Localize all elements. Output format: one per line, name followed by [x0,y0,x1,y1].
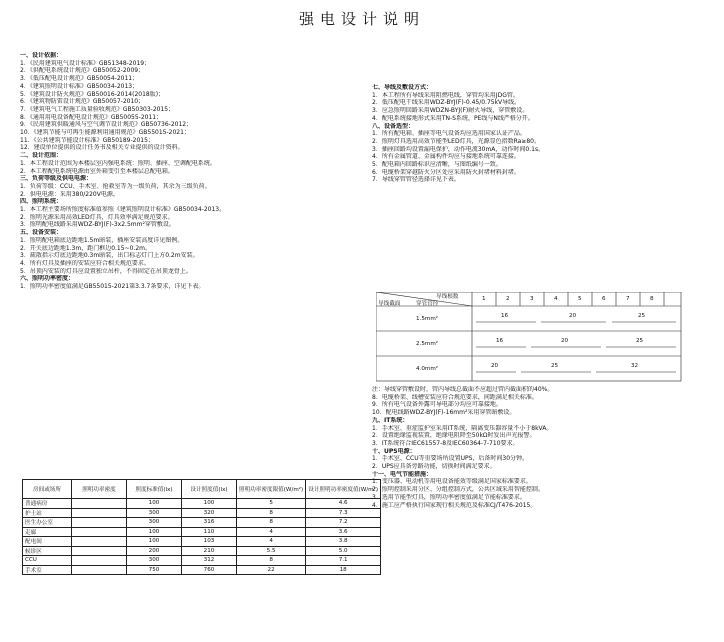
note-line: 4．配电系统接地形式采用TN-S系统，PE线与N线严格分开。 [372,114,534,122]
section-heading: 六、照明功率密度： [20,275,75,283]
size-3-b: 25 [551,363,559,369]
note-line: 3．插座回路均设置漏电保护，动作电流30mA，动作时间0.1s。 [372,145,545,153]
table-cell [72,499,127,509]
note-line: 2．低压配电干线采用WDZ-BYJ(F)-0.45/0.75kV导线。 [372,99,521,107]
note-line: 2．供电电源：采用380/220V电源。 [20,190,119,198]
note-line: 6．电缆桥架穿越防火分区处应采用防火封堵材料封堵。 [372,168,520,176]
table-cell: 316 [182,518,237,528]
wire-sub-label: 穿管管径 [416,301,439,307]
section-heading: 十、UPS电源： [372,447,416,455]
note-line: 3．《低压配电设计规范》GB50054-2011； [20,75,139,83]
table-cell: 750 [127,565,182,575]
section-heading: 一、设计依据： [20,52,63,59]
table-cell: 22 [237,565,306,575]
table-cell [72,537,127,547]
table-cell: 312 [182,556,237,566]
wire-row-label: 导线截面 [378,301,401,307]
page-title: 强电设计说明 [298,10,425,28]
table-row [23,556,381,566]
table-row [23,499,381,509]
count-8: 8 [650,296,654,302]
note-line: 2．照明控制采用分区、分组控制方式，公共区域采用智能控制。 [372,486,544,494]
table-cell: 300 [127,556,182,566]
section-heading: 四、照明系统： [20,198,63,206]
table-cell: 3.8 [306,537,381,547]
note-line: 2．本工程配电系统电源由室外箱变引至本楼层总配电箱。 [20,167,174,175]
note-line: 1．手术室、CCU等重要场所设置UPS，后备时间30分钟。 [372,455,529,463]
lighting-power-density-table [22,479,381,575]
table-cell: 走廊 [23,527,72,537]
table-cell: 5.0 [306,546,381,556]
table-row [23,518,381,528]
count-3: 3 [530,296,534,302]
note-line: 4．所有金属管道、金属构件均应与接地系统可靠连接。 [372,153,520,161]
note-line: 2．照明灯具选用高效节能型LED灯具，光源显色指数Ra≥80。 [372,137,540,145]
table-cell: 4.6 [306,499,381,509]
section-heading: 十一、电气节能措施： [372,470,433,478]
note-line: 4．所有灯具及插座的安装应符合相关规范要求。 [20,259,150,267]
count-2: 2 [506,296,510,302]
note-line: 9．所有电气设备外露可导电部分均应可靠接地。 [372,401,502,409]
note-line: 3．选用节能型灯具，照明功率密度值满足节能标准要求。 [372,493,526,501]
note-line: 7．导线穿管管径选择详见下表。 [372,176,460,184]
note-line: 1．手术室、重症监护室采用IT系统，隔离变压器容量不小于8kVA。 [372,424,553,432]
note-line: 5．吊顶内安装的灯具应设置独立吊杆，不得固定在吊顶龙骨上。 [20,267,192,275]
note-line: 9．《民用建筑供暖通风与空气调节设计规范》GB50736-2012； [20,121,193,129]
note-line: 7．《建筑电气工程施工质量验收规范》GB50303-2015； [20,105,175,113]
table-cell: 7.3 [306,508,381,518]
note-line: 8．电缆桥架、线槽安装应符合规范要求，间距满足相关标准。 [372,393,538,401]
design-notes-left [20,52,360,291]
table-cell: 5.5 [237,546,306,556]
table-cell [72,556,127,566]
table-cell: 18 [306,565,381,575]
note-line: 3．疏散指示灯底边距地0.3m暗装，出口标志灯门上方0.2m安装。 [20,252,199,260]
table-cell: 4 [237,527,306,537]
table-cell: 100 [127,499,182,509]
note-line: 4．《建筑照明设计标准》GB50034-2013； [20,82,139,90]
table-row [23,565,381,575]
table-cell: 7.2 [306,518,381,528]
design-notes-right [372,84,706,184]
note-line: 11．《公共建筑节能设计标准》GB50189-2015； [20,136,154,144]
note-line: 8．《通用用电设备配电设计规范》GB50055-2011； [20,113,163,121]
table-cell: 100 [127,527,182,537]
size-1-c: 25 [638,313,646,319]
note-line: 4．施工应严格执行国家现行相关规范及标准CJ/T476-2015。 [372,501,537,509]
section-heading: 九、IT系统： [372,416,409,424]
table-cell [72,508,127,518]
note-line: 12．建设单位提供的设计任务书及相关专业提供的设计资料。 [20,144,184,152]
note-line: 1．照明配电箱底边距地1.5m暗装，插座安装高度详见图例。 [20,236,184,244]
note-line: 3．IT系统符合IEC61557-8及IEC60364-7-710要求。 [372,439,519,447]
note-line: 1．负荷等级：CCU、手术室、抢救室等为一级负荷，其余为三级负荷。 [20,182,211,190]
note-line: 1．本工程所有导线采用阻燃电线，穿管均采用JDG管。 [372,91,519,99]
table-cell [72,518,127,528]
wire-conduit-table [376,292,682,382]
table-cell: 300 [127,508,182,518]
note-line: 5．配电箱内回路标识应清晰，与图纸编号一致。 [372,161,502,169]
table-cell: 候诊区 [23,546,72,556]
note-line: 1．照明功率密度值满足GB55015-2021第3.3.7条要求，详见下表。 [20,283,205,291]
table-row [23,527,381,537]
table-row [23,537,381,547]
note-line: 3．应急照明回路采用WDZN-BYJ(F)耐火导线，穿管敷设。 [372,107,529,115]
table-cell: 320 [182,508,237,518]
count-5: 5 [578,296,582,302]
table-cell: 110 [182,527,237,537]
section-heading: 五、设备安装： [20,229,63,237]
size-2-c: 25 [636,338,644,344]
note-line: 1．变压器、电动机等用电设备能效等级满足国家标准要求。 [372,478,532,486]
count-7: 7 [626,296,630,302]
table-cell: 8 [237,556,306,566]
note-line: 5．《建筑设计防火规范》GB50016-2014(2018版)； [20,90,165,98]
count-6: 6 [602,296,606,302]
table-cell: CCU [23,556,72,566]
size-1-a: 16 [501,313,509,319]
note-line: 1．本工程设计范围为本楼层室内强电系统：照明、插座、空调配电系统。 [20,159,216,167]
table-cell: 配电间 [23,537,72,547]
note-line: 10．《建筑节能与可再生能源利用通用规范》GB55015-2021； [20,129,190,137]
table-cell: 100 [127,537,182,547]
note-line: 2．开关底边距地1.3m，距门框边0.15~0.2m。 [20,244,151,252]
note-line: 2．UPS应具备旁路功能，切换时间满足要求。 [372,463,496,471]
note-line: 1．本工程主要场所照度标准值参照《建筑照明设计标准》GB50034-2013。 [20,206,226,214]
size-2-b: 20 [561,338,569,344]
table-cell [72,565,127,575]
note-line: 注：导线穿管敷设时，管内导线总截面不应超过管内截面积的40%。 [372,386,554,393]
design-notes-right-lower [372,386,706,509]
note-line: 1．所有配电箱、插座等电气设备均应选用国家认证产品。 [372,130,526,138]
table-cell [72,527,127,537]
table-cell: 300 [127,518,182,528]
note-line: 3．照明配电线路采用WDZ-BYJ(F)-3x2.5mm²穿管敷设。 [20,221,175,229]
size-3-a: 20 [491,363,499,369]
table-row [23,546,381,556]
note-line: 2．设置绝缘监视装置，绝缘电阻降至50kΩ时发出声光报警。 [372,432,536,440]
table-cell: 3.6 [306,527,381,537]
count-1: 1 [482,296,486,302]
table-cell: 7.1 [306,556,381,566]
table-cell: 8 [237,518,306,528]
size-3: 4.0mm² [416,366,439,372]
size-1: 1.5mm² [416,316,439,322]
size-2: 2.5mm² [416,341,439,347]
table-cell: 医生办公室 [23,518,72,528]
note-line: 10．配电线路WDZ-BYJ(F)-16mm²采用穿管暗敷设。 [372,409,516,417]
table-cell: 210 [182,546,237,556]
table-cell: 103 [182,537,237,547]
table-row [23,508,381,518]
section-heading: 二、设计范围： [20,152,63,160]
table-header: 照明功率密度 [72,480,127,499]
table-cell: 8 [237,508,306,518]
section-heading: 八、设备选型： [372,122,415,130]
note-line: 2．《供配电系统设计规范》GB50052-2009； [20,67,145,75]
table-cell: 普通病房 [23,499,72,509]
table-cell [72,546,127,556]
table-header: 照明功率密度限值(W/m²) [237,480,306,499]
table-header: 照度标准值(lx) [127,480,182,499]
note-line: 2．照明光源采用高效LED灯具，灯具效率满足规范要求。 [20,213,174,221]
size-1-b: 20 [569,313,577,319]
table-cell: 手术室 [23,565,72,575]
section-heading: 三、负荷等级及供电电源： [20,175,93,183]
table-cell: 760 [182,565,237,575]
table-cell: 4 [237,537,306,547]
note-line: 6．《建筑物防雷设计规范》GB50057-2010； [20,98,145,106]
table-cell: 200 [127,546,182,556]
note-line: 1．《民用建筑电气设计标准》GB51348-2019； [20,59,151,67]
count-4: 4 [554,296,558,302]
table-cell: 护士站 [23,508,72,518]
size-2-a: 16 [496,338,504,344]
table-header: 设计照明功率密度值(W/m²) [306,480,381,499]
section-heading: 七、导线及敷设方式： [372,84,433,91]
table-header: 设计照度值(lx) [182,480,237,499]
table-cell: 100 [182,499,237,509]
wire-head-label: 导线根数 [436,294,459,300]
table-cell: 5 [237,499,306,509]
table-header: 房间或场所 [23,480,72,499]
size-3-c: 32 [631,363,639,369]
